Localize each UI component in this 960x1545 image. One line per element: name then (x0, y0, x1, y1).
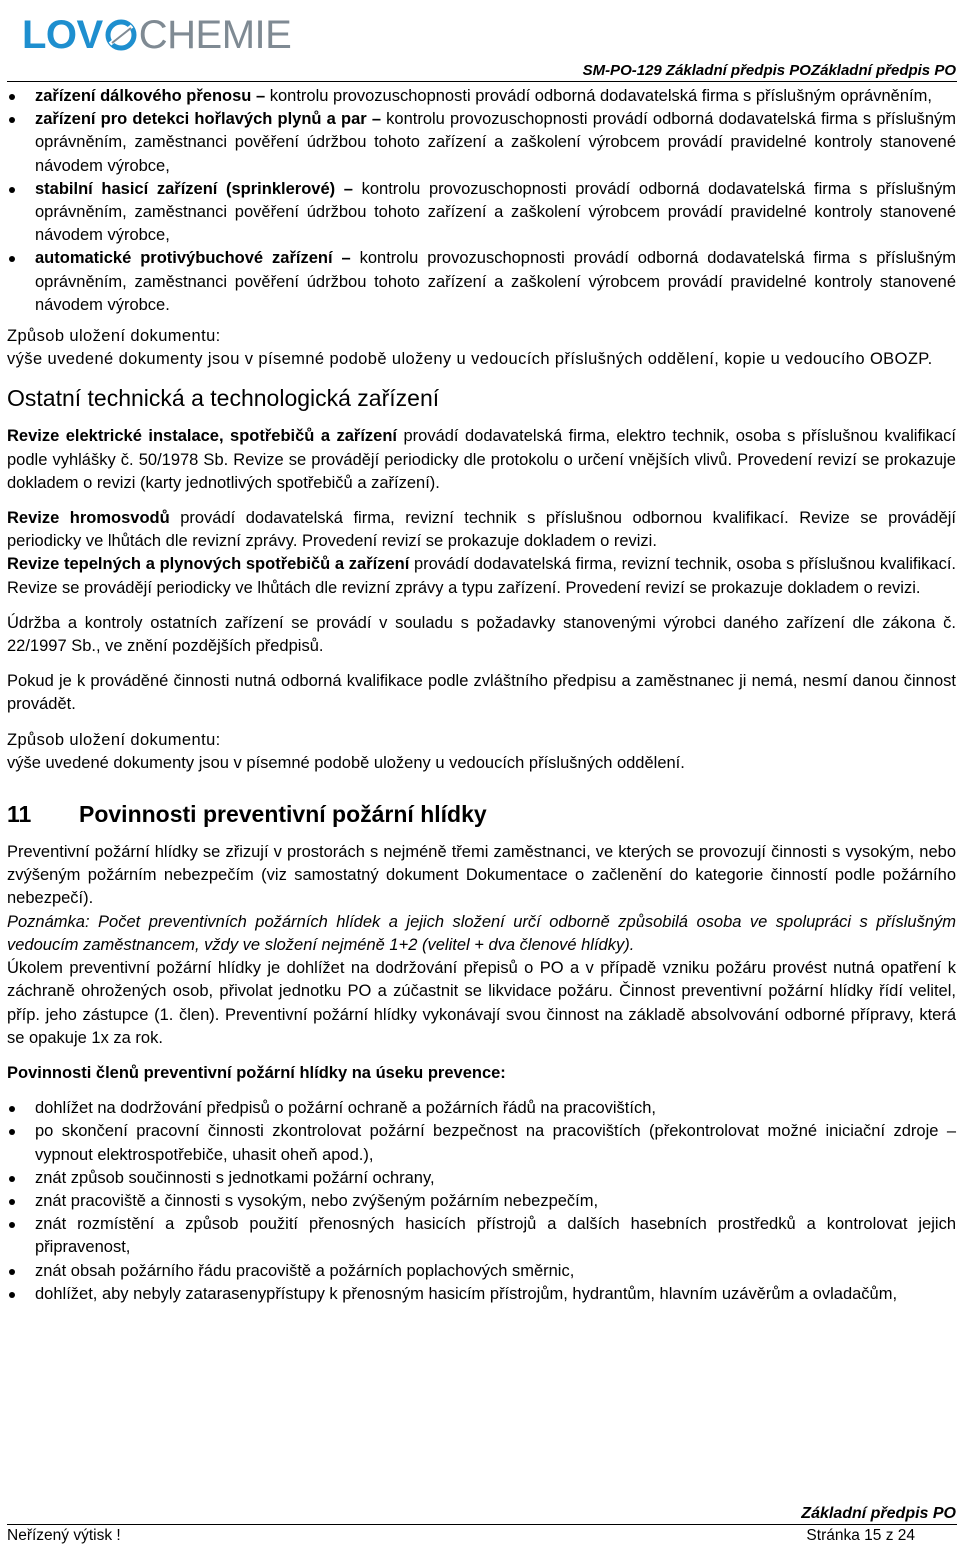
duty-item (7, 1097, 956, 1120)
paragraph-maintenance: Údržba a kontroly ostatních zařízení se provádí v souladu s požadavky stanovenými výrobci daného zařízení dle zákona č. 22/1997 Sb., ve znění pozdějších předpisů. (7, 613, 956, 656)
paragraph-note: Poznámka: Počet preventivních požárních hlídek a jejich složení určí odborně způsobilá osoba ve spolupráci s příslušným vedoucím zaměstnancem, vždy ve složení nejméně 1+2 (velitel + dva členové hlídky). (7, 912, 956, 954)
storage-text: výše uvedené dokumenty jsou v písemné podobě uloženy u vedoucích příslušných oddělení, kopie u vedoucího OBOZP. (7, 350, 933, 369)
list-item (7, 247, 956, 317)
paragraph-qualification: Pokud je k prováděné činnosti nutná odborná kvalifikace podle zvláštního předpisu a zaměstnanec ji nemá, nesmí danou činnost provádět. (7, 672, 956, 714)
section-title: Povinnosti preventivní požární hlídky (79, 801, 487, 828)
duties-heading: Povinnosti členů preventivní požární hlídky na úseku prevence: (7, 1063, 506, 1082)
duty-text: znát rozmístění a způsob použití přenosných hasicích přístrojů a dalších hasebních prostředků a kontrolovat jejich připravenost, (35, 1215, 956, 1257)
list-item-title: zařízení pro detekci hořlavých plynů a par – (35, 110, 381, 129)
bullet-icon (9, 94, 15, 100)
duty-item (7, 1260, 956, 1283)
duty-text: dohlížet, aby nebyly zatarasenypřístupy k přenosným hasicím přístrojům, hydrantům, hlavním uzávěrům a ovladačům, (35, 1284, 898, 1303)
storage-label-text: Způsob uložení dokumentu: (7, 327, 221, 346)
paragraph-electrical-revision (7, 425, 956, 495)
paragraph-heating-revision (7, 553, 956, 599)
bullet-icon (9, 256, 15, 262)
duty-item (7, 1167, 956, 1190)
bullet-icon (9, 1199, 15, 1205)
list-item-text: kontrolu provozuschopnosti provádí odborná dodavatelská firma s příslušným oprávněním, zaměstnanci pověření údržbou tohoto zařízení a zaškolení výrobcem provádí pravidelné kontroly stanovené návodem výrobce. (35, 249, 957, 314)
document-reference: SM-PO-129 Základní předpis POZákladní předpis PO (582, 62, 956, 79)
footer-uncontrolled: Neřízený výtisk ! (7, 1527, 121, 1544)
duty-text: znát způsob součinnosti s jednotkami požární ochrany, (35, 1168, 435, 1187)
heating-revision-text: provádí dodavatelská firma, revizní technik, osoba s příslušnou kvalifikací. Revize se provádějí periodicky ve lhůtách dle revizní zprávy a typu zařízení. Provedení revizí se prokazuje dokladem o revizi. (7, 555, 956, 597)
duty-item (7, 1213, 956, 1259)
bullet-icon (9, 117, 15, 123)
bullet-icon (9, 1129, 15, 1135)
header-divider (7, 81, 957, 82)
duties-list (7, 1097, 956, 1306)
duty-item (7, 1283, 956, 1306)
storage-text-2: výše uvedené dokumenty jsou v písemné podobě uloženy u vedoucích příslušných oddělení. (7, 753, 685, 772)
bullet-icon (9, 187, 15, 193)
section-11-heading (7, 799, 956, 829)
electrical-revision-title: Revize elektrické instalace, spotřebičů a zařízení (7, 427, 398, 446)
electrical-revision-text: provádí dodavatelská firma, elektro technik, osoba s příslušnou kvalifikací podle vyhlášky č. 50/1978 Sb. Revize se provádějí periodicky dle protokolu o určení vnějších vlivů. Provedení revizí se prokazuje dokladem o revizi (karty jednotlivých spotřebičů a zařízení). (7, 427, 956, 492)
footer-doc-name: Základní předpis PO (801, 1505, 956, 1522)
storage-label-2: Způsob uložení dokumentu: (7, 730, 221, 749)
footer-divider (7, 1524, 957, 1525)
paragraph-lightning-revision (7, 507, 956, 553)
duty-item (7, 1120, 956, 1166)
duty-text: dohlížet na dodržování předpisů o požární ochraně a požárních řádů na pracovištích, (35, 1099, 656, 1118)
bullet-icon (9, 1176, 15, 1182)
section-heading-other: Ostatní technická a technologická zařízení (7, 385, 440, 412)
logo-text-part1: LOV (22, 13, 103, 57)
list-item-title: automatické protivýbuchové zařízení – (35, 249, 351, 268)
duty-text: znát obsah požárního řádu pracoviště a požárních poplachových směrnic, (35, 1261, 575, 1280)
lightning-revision-text: provádí dodavatelská firma, revizní technik s příslušnou odbornou kvalifikací. Revize se provádějí periodicky ve lhůtách dle revizní zprávy. Provedení revizí se prokazuje dokladem o revizi. (7, 509, 956, 551)
heating-revision-title: Revize tepelných a plynových spotřebičů a zařízení (7, 555, 410, 574)
bullet-icon (9, 1292, 15, 1298)
list-item (7, 108, 956, 178)
paragraph-patrol-task: Úkolem preventivní požární hlídky je dohlížet na dodržování přepisů o PO a v případě vzniku požáru provést nutná opatření k záchraně ohrožených osob, přivolat jednotku PO a zúčastnit se likvidace požáru. Činnost preventivní požární hlídky řídí velitel, příp. jeho zástupce (1. člen). Preventivní požární hlídky vykonávají svou činnost na základě absolvování odborné přípravy, která se opakuje 1x za rok. (7, 959, 956, 1047)
bullet-icon (9, 1106, 15, 1112)
lightning-revision-title: Revize hromosvodů (7, 509, 170, 528)
logo-text-part2: CHEMIE (138, 13, 292, 57)
device-control-list (7, 85, 956, 317)
duty-text: po skončení pracovní činnosti zkontrolovat požární bezpečnost na pracovištích (překontrolovat možné iniciační zdroje – vypnout elektrospotřebiče, uhasit oheň apod.), (35, 1122, 956, 1164)
duty-text: znát pracoviště a činnosti s vysokým, nebo zvýšeným požárním nebezpečím, (35, 1191, 599, 1210)
list-item-text: kontrolu provozuschopnosti provádí odborná dodavatelská firma s příslušným oprávněním, (265, 87, 932, 105)
bullet-icon (9, 1269, 15, 1275)
paragraph-patrols-intro: Preventivní požární hlídky se zřizují v prostorách s nejméně třemi zaměstnanci, ve kterých se provozují činnosti s vysokým, nebo zvýšeným požárním nebezpečím (viz samostatný dokument Dokumentace o začlenění do kategorie činností podle požárního nebezpečí). (7, 843, 956, 908)
list-item-title: zařízení dálkového přenosu – (35, 87, 266, 105)
list-item (7, 85, 956, 108)
company-logo (22, 12, 291, 58)
list-item-text: kontrolu provozuschopnosti provádí odborná dodavatelská firma s příslušným oprávněním, zaměstnanci pověření údržbou tohoto zařízení a zaškolení výrobcem provádí pravidelné kontroly stanovené návodem výrobce, (35, 179, 956, 245)
list-item-text: kontrolu provozuschopnosti provádí odborná dodavatelská firma s příslušným oprávněním, zaměstnanci pověření údržbou tohoto zařízení a zaškolení výrobcem provádí pravidelné kontroly stanovené návodem výrobce, (35, 110, 956, 175)
page-content (7, 85, 956, 1306)
section-number: 11 (7, 801, 32, 828)
bullet-icon (9, 1222, 15, 1228)
duty-item (7, 1190, 956, 1213)
list-item (7, 178, 956, 248)
footer-page-number: Stránka 15 z 24 (806, 1527, 915, 1544)
logo-swirl-icon (104, 18, 138, 52)
list-item-title: stabilní hasicí zařízení (sprinklerové) – (35, 179, 353, 198)
storage-label (7, 325, 956, 348)
